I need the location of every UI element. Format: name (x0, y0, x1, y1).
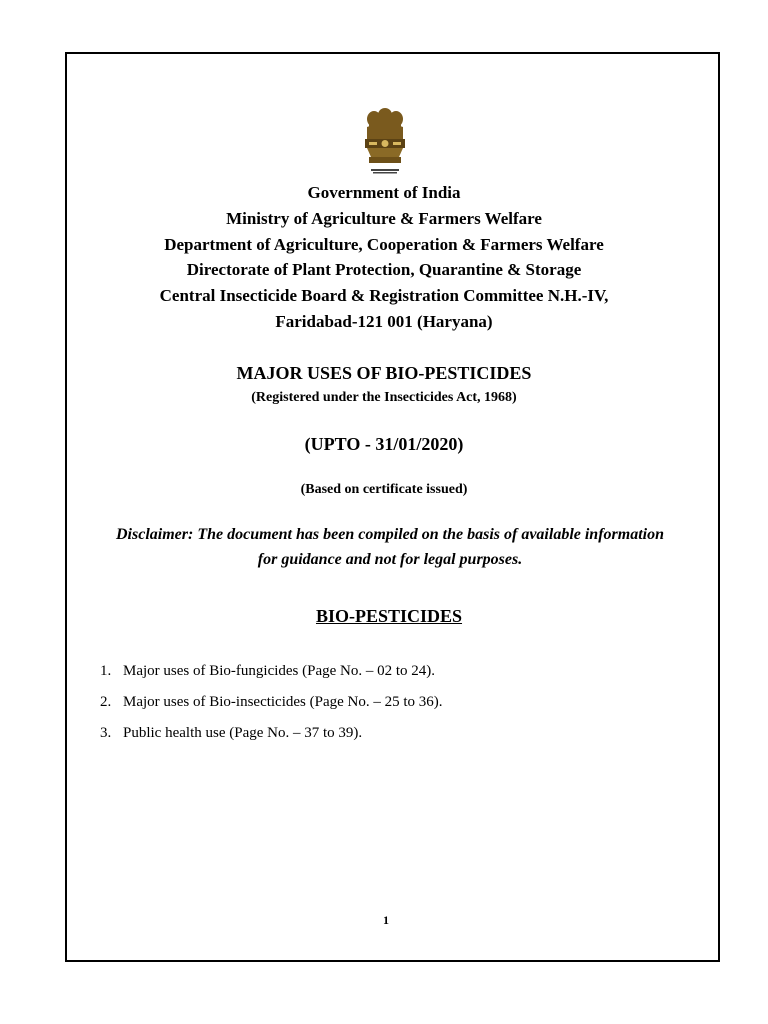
disclaimer (80, 522, 700, 572)
header-address: Faridabad-121 001 (Haryana) (275, 312, 493, 331)
document-title: MAJOR USES OF BIO-PESTICIDES (236, 363, 532, 383)
list-item (100, 722, 443, 753)
basis-note: (Based on certificate issued) (300, 482, 468, 497)
disclaimer-line-1: Disclaimer: The document has been compiled on the basis of available information (116, 526, 664, 543)
list-item-text: Major uses of Bio-insecticides (Page No. – 25 to 36). (123, 694, 443, 710)
list-item (100, 691, 443, 722)
disclaimer-line-2: for guidance and not for legal purposes. (257, 551, 523, 568)
header-ministry: Ministry of Agriculture & Farmers Welfare (226, 209, 542, 228)
list-item-number: 2. (100, 694, 112, 710)
header-directorate: Directorate of Plant Protection, Quarantine & Storage (186, 260, 582, 279)
list-item-number: 1. (100, 663, 112, 679)
header-government: Government of India (307, 183, 461, 202)
header-department: Department of Agriculture, Cooperation & Farmers Welfare (164, 235, 604, 254)
header-board: Central Insecticide Board & Registration Committee N.H.-IV, (159, 286, 609, 305)
upto-date: (UPTO - 31/01/2020) (304, 434, 464, 454)
section-heading: BIO-PESTICIDES (315, 606, 463, 626)
list-item-text: Public health use (Page No. – 37 to 39). (123, 725, 363, 741)
toc-list (100, 660, 443, 753)
page-number: 1 (383, 913, 389, 927)
list-item-text: Major uses of Bio-fungicides (Page No. – 02 to 24). (123, 663, 436, 679)
state-emblem-icon (359, 105, 411, 177)
list-item (100, 660, 443, 691)
list-item-number: 3. (100, 725, 112, 741)
document-subtitle: (Registered under the Insecticides Act, 1968) (251, 390, 517, 405)
